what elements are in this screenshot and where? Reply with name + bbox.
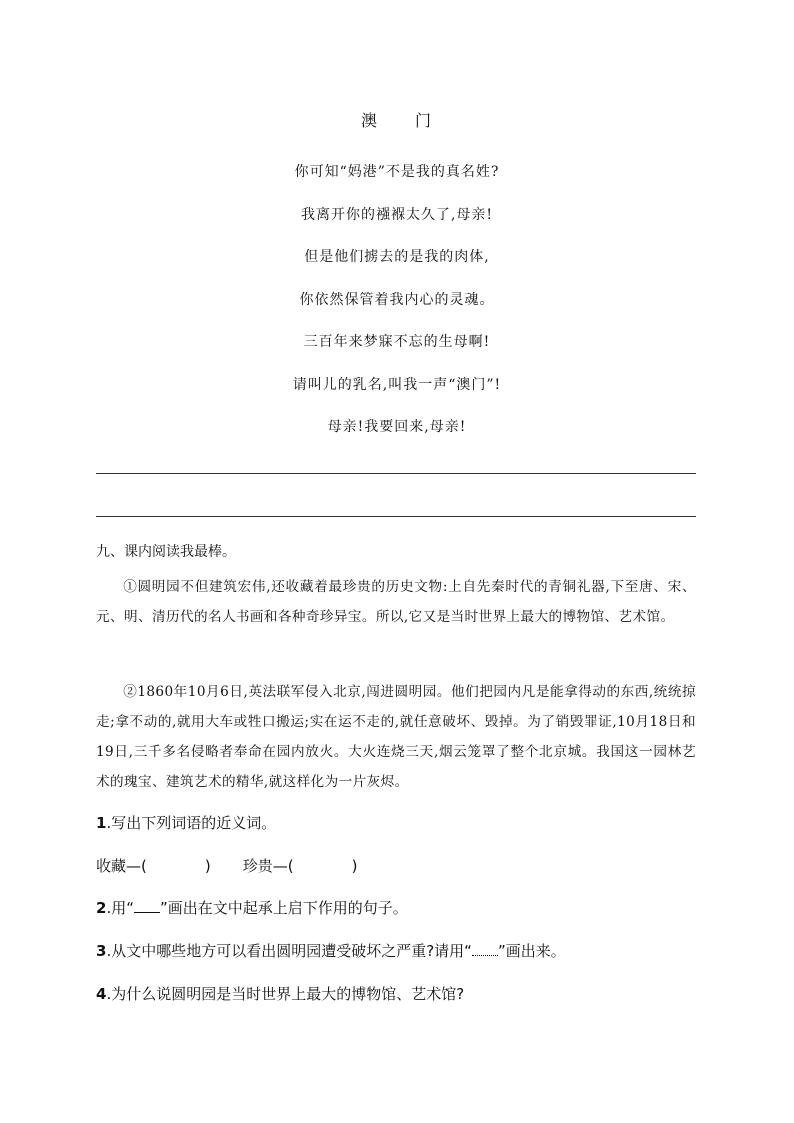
reading-paragraph-1: ①圆明园不但建筑宏伟,还收藏着最珍贵的历史文物:上自先秦时代的青铜礼器,下至唐、宋、元、明、清历代的名人书画和各种奇珍异宝。所以,它又是当时世界上最大的博物馆、艺术馆。 <box>96 579 696 625</box>
poem-title <box>0 108 794 131</box>
question-2-text-before: .用“ <box>106 899 134 917</box>
poem-line: 请叫儿的乳名,叫我一声“澳门”! <box>292 376 502 393</box>
question-3-number: 3 <box>96 942 107 960</box>
synonym-item-1 <box>96 855 211 876</box>
reading-paragraph-2: ②1860年10月6日,英法联军侵入北京,闯进圆明园。他们把园内凡是能拿得动的东西,统统掠走;拿不动的,就用大车或牲口搬运;实在运不走的,就任意破坏、毁掉。为了销毁罪证,10月18日和19日,三千多名侵略者奉命在园内放火。大火连烧三天,烟云笼罩了整个北京城。我国这一园林艺术的瑰宝、建筑艺术的精华,就这样化为一片灰烬。 <box>96 684 696 790</box>
poem-title-part-2: 门 <box>415 111 434 130</box>
question-4-number: 4 <box>96 985 107 1003</box>
question-2-number: 2 <box>96 899 107 917</box>
question-2 <box>96 897 696 918</box>
synonym-item-2 <box>243 855 358 876</box>
answer-line-1 <box>96 473 696 474</box>
poem-line: 你依然保管着我内心的灵魂。 <box>299 291 495 308</box>
question-1-text: .写出下列词语的近义词。 <box>106 814 277 832</box>
question-3 <box>96 940 696 961</box>
synonym-close-2: ) <box>351 857 358 875</box>
poem-line: 我离开你的襁褓太久了,母亲! <box>300 206 494 223</box>
question-1 <box>96 812 696 833</box>
question-3-text-after: ”画出来。 <box>497 942 566 960</box>
synonym-close-1: ) <box>204 857 211 875</box>
answer-line-2 <box>96 516 696 517</box>
question-2-text-after: ”画出在文中起承上启下作用的句子。 <box>159 899 408 917</box>
poem-line: 但是他们掳去的是我的肉体, <box>304 249 490 265</box>
synonym-word-2: 珍贵—( <box>242 857 294 875</box>
poem-line: 母亲!我要回来,母亲! <box>327 419 467 435</box>
question-3-text-before: .从文中哪些地方可以看出圆明园遭受破坏之严重?请用“ <box>106 942 472 960</box>
synonym-word-1: 收藏—( <box>96 857 147 875</box>
section-heading: 九、课内阅读我最棒。 <box>96 544 236 560</box>
question-4 <box>96 983 696 1004</box>
wavy-underline-mark <box>472 943 498 956</box>
poem-body <box>0 160 794 458</box>
question-1-number: 1 <box>96 814 107 832</box>
poem-line: 三百年来梦寐不忘的生母啊! <box>303 334 491 350</box>
question-4-text: .为什么说圆明园是当时世界上最大的博物馆、艺术馆? <box>106 985 465 1003</box>
straight-underline-mark <box>134 900 160 913</box>
poem-line: 你可知“妈港”不是我的真名姓? <box>294 164 500 180</box>
poem-title-part-1: 澳 <box>360 111 379 130</box>
synonym-row <box>96 855 357 876</box>
